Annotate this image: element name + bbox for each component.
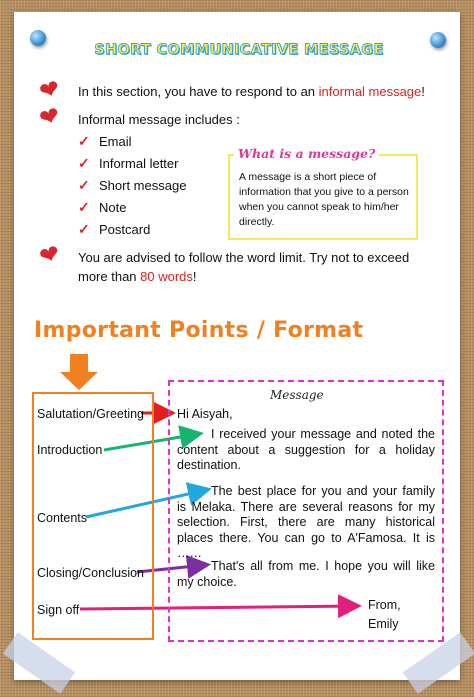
advice-line-1: You are advised to follow the word limit. Try not to exceed [78,250,410,265]
label-signoff: Sign off [37,603,80,617]
label-closing: Closing/Conclusion [37,566,145,580]
heart-icon: ❤ [36,101,64,134]
page-title: SHORT COMMUNICATIVE MESSAGE [94,42,384,58]
list-item: Postcard [99,222,151,237]
list-item: Short message [99,178,187,193]
heart-icon: ❤ [36,74,64,107]
definition-text: A message is a short piece of information that you give to a person when you cannot speak to him/her directly. [239,171,409,228]
label-introduction: Introduction [37,443,103,457]
check-icon: ✓ [78,177,90,193]
check-icon: ✓ [78,155,90,171]
down-arrow-icon [60,354,98,390]
check-icon: ✓ [78,221,90,237]
message-contents: The best place for you and your family is Melaka. There are several reasons for my selection. First, there are many historical places there. You can go to A'Famosa. It is …… [177,484,435,560]
section-heading: Important Points / Format [34,318,364,343]
definition-title: What is a message? [234,146,379,161]
message-signoff-name: Emily [368,617,399,631]
heart-icon: ❤ [36,239,64,272]
list-item: Informal letter [99,156,179,171]
intro-line: In this section, you have to respond to an informal message! [78,84,425,99]
advice-line-2: more than 80 words! [78,269,197,284]
list-item: Email [99,134,132,149]
message-intro: I received your message and noted the content about a suggestion for a holiday destination. [177,427,435,472]
message-heading: Message [270,388,324,402]
message-signoff-from: From, [368,598,401,612]
list-item: Note [99,200,127,215]
message-greeting: Hi Aisyah, [177,407,233,421]
message-closing: That's all from me. I hope you will like my choice. [177,559,435,589]
check-icon: ✓ [78,199,90,215]
includes-heading: Informal message includes : [78,112,240,127]
check-icon: ✓ [78,133,90,149]
label-contents: Contents [37,511,88,525]
label-salutation: Salutation/Greeting [37,407,145,421]
